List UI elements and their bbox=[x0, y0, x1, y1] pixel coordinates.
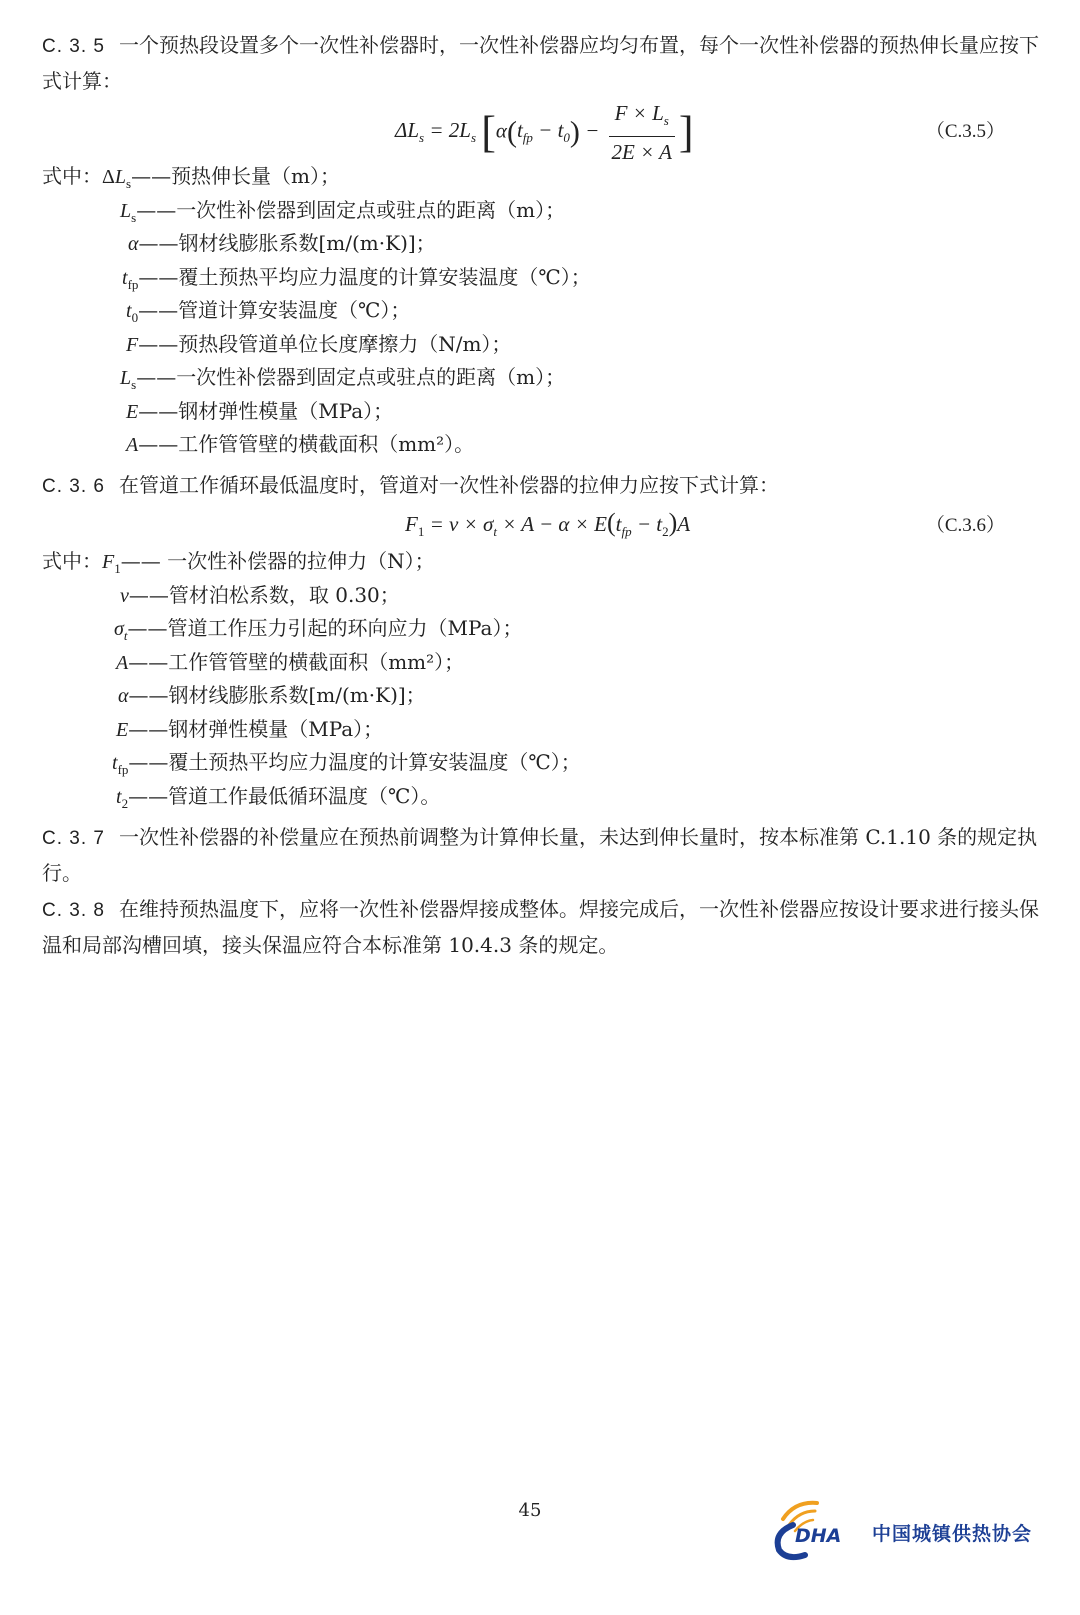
symbol: $t_{fp}$ bbox=[122, 266, 139, 292]
definition-row bbox=[42, 194, 591, 228]
symbol: $L_s$ bbox=[120, 199, 137, 225]
symbol: ν bbox=[120, 584, 129, 607]
definition-row bbox=[42, 579, 581, 613]
symbol: $\Delta L_s$ bbox=[102, 166, 132, 191]
association-logo bbox=[765, 1495, 1065, 1565]
definition-row bbox=[42, 361, 591, 395]
clause-text: 一个预热段设置多个一次性补偿器时，一次性补偿器应均匀布置，每个一次性补偿器的预热伸长量应按下式计算： bbox=[42, 33, 1039, 93]
formula-c35: $\Delta L_s = 2L_s$ [$\alpha(t_{fp} - t_0)$ − $\frac{F \times L_s}{2E \times A}$ ] bbox=[395, 101, 694, 165]
definition-text: ——工作管管壁的横截面积（mm²）； bbox=[128, 649, 465, 674]
formula-c36: $F_1 = \nu \times \sigma_t \times A - \alpha \times E(t_{fp} - t_2)A$ bbox=[405, 508, 691, 540]
definition-row bbox=[42, 328, 591, 362]
symbol: E bbox=[116, 718, 129, 741]
symbol: α bbox=[118, 685, 129, 707]
clause-text: 在维持预热温度下，应将一次性补偿器焊接成整体。焊接完成后，一次性补偿器应按设计要求进行接头保温和局部沟槽回填，接头保温应符合本标准第 10.4.3 条的规定。 bbox=[42, 897, 1039, 957]
definition-text: ——钢材弹性模量（MPa）； bbox=[138, 398, 394, 423]
clause-number: C. 3. 8 bbox=[42, 900, 105, 921]
dha-logo-mark-icon bbox=[765, 1495, 870, 1565]
symbol: $t_0$ bbox=[126, 300, 139, 325]
clause-c38 bbox=[42, 892, 1042, 962]
definition-text: ——预热段管道单位长度摩擦力（N/m）； bbox=[138, 331, 512, 356]
definition-row bbox=[42, 746, 581, 780]
definition-text: ——管道工作压力引起的环向应力（MPa）； bbox=[127, 616, 523, 640]
definition-text: ——钢材线膨胀系数[m/(m·K)]； bbox=[138, 231, 436, 255]
definitions-c35 bbox=[42, 160, 591, 462]
symbol: A bbox=[116, 651, 129, 674]
definition-row bbox=[42, 261, 591, 295]
equation-number-c35: （C.3.5） bbox=[925, 121, 1005, 142]
definition-text: ——管材泊松系数，取 0.30； bbox=[128, 582, 400, 607]
definition-row bbox=[42, 780, 581, 814]
symbol: $L_s$ bbox=[120, 367, 137, 392]
symbol: F bbox=[126, 333, 139, 356]
definition-text: ——工作管管壁的横截面积（mm²）。 bbox=[138, 432, 475, 456]
definition-row bbox=[42, 612, 581, 646]
definition-text: —— 一次性补偿器的拉伸力（N）； bbox=[120, 549, 435, 573]
clause-number: C. 3. 7 bbox=[42, 828, 105, 849]
symbol: E bbox=[126, 400, 139, 423]
equation-number-c36: （C.3.6） bbox=[925, 515, 1005, 536]
definitions-intro: 式中： bbox=[42, 164, 102, 188]
logo-mark-text: DHA bbox=[795, 1525, 842, 1547]
clause-c36 bbox=[42, 468, 1042, 504]
definition-row bbox=[42, 160, 591, 194]
definition-row bbox=[42, 545, 581, 579]
definition-text: ——钢材弹性模量（MPa）； bbox=[128, 716, 384, 741]
clause-number: C. 3. 6 bbox=[42, 476, 105, 497]
definition-text: ——管道计算安装温度（℃）； bbox=[138, 298, 411, 322]
symbol: $F_1$ bbox=[102, 551, 121, 576]
clause-c37 bbox=[42, 820, 1042, 890]
clause-text: 一次性补偿器的补偿量应在预热前调整为计算伸长量，未达到伸长量时，按本标准第 C.1.10 条的规定执行。 bbox=[42, 825, 1038, 885]
definition-text: ——覆土预热平均应力温度的计算安装温度（℃）； bbox=[138, 264, 591, 289]
symbol: α bbox=[128, 233, 139, 255]
definition-text: ——一次性补偿器到固定点或驻点的距离（m）； bbox=[136, 365, 566, 389]
definitions-intro: 式中： bbox=[42, 549, 102, 573]
definition-text: ——覆土预热平均应力温度的计算安装温度（℃）； bbox=[128, 750, 581, 774]
definition-row bbox=[42, 679, 581, 713]
definition-row bbox=[42, 713, 581, 747]
symbol: $t_2$ bbox=[116, 785, 129, 811]
definition-text: ——预热伸长量（m）； bbox=[131, 164, 341, 188]
definitions-c36 bbox=[42, 545, 581, 813]
definition-text: ——钢材线膨胀系数[m/(m·K)]； bbox=[128, 683, 426, 707]
symbol: A bbox=[126, 434, 139, 456]
clause-c35 bbox=[42, 28, 1042, 98]
definition-text: ——管道工作最低循环温度（℃）。 bbox=[128, 783, 441, 808]
definition-row bbox=[42, 428, 591, 462]
logo-text: 中国城镇供热协会 bbox=[872, 1523, 1033, 1545]
clause-text: 在管道工作循环最低温度时，管道对一次性补偿器的拉伸力应按下式计算： bbox=[118, 473, 779, 497]
clause-number: C. 3. 5 bbox=[42, 36, 105, 57]
symbol: $t_{fp}$ bbox=[112, 752, 129, 777]
definition-text: ——一次性补偿器到固定点或驻点的距离（m）； bbox=[136, 197, 566, 222]
symbol: $\sigma_t$ bbox=[114, 618, 128, 643]
page-number: 45 bbox=[518, 1500, 542, 1521]
definition-row bbox=[42, 646, 581, 680]
